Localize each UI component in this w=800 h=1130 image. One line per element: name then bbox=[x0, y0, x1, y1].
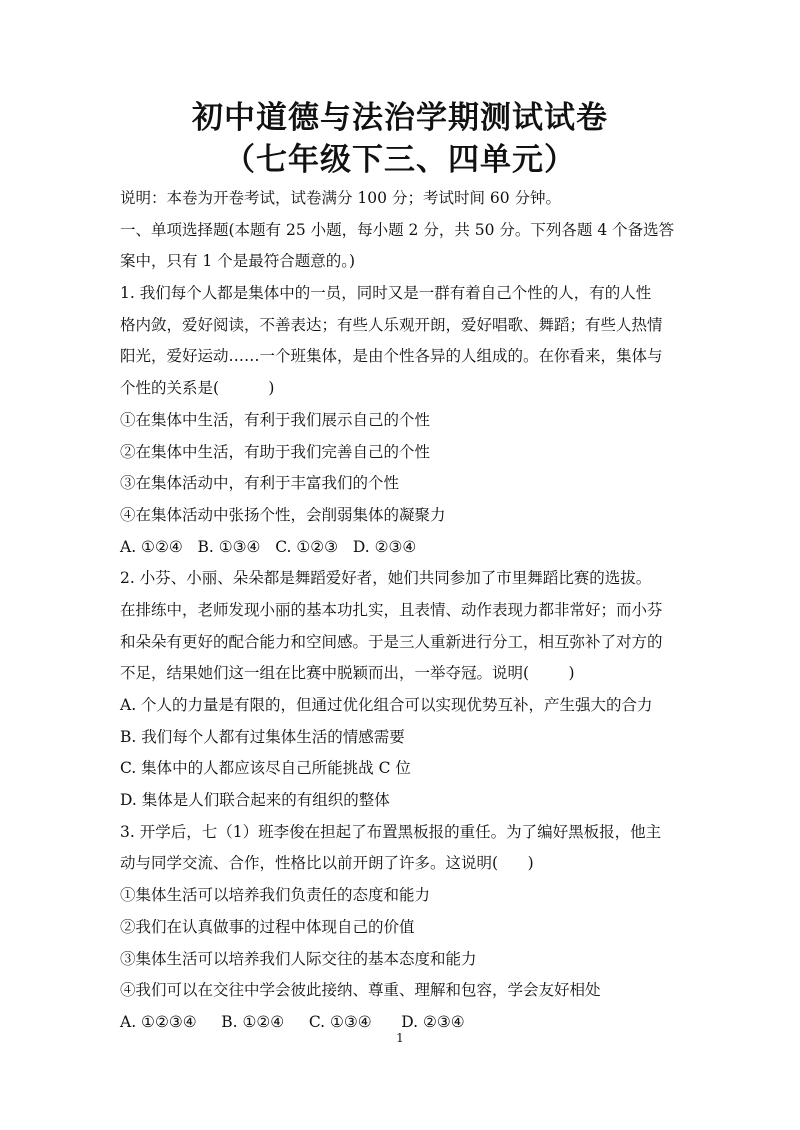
section-heading-line: 案中，只有 1 个是最符合题意的。) bbox=[120, 252, 356, 271]
exam-body bbox=[120, 183, 690, 1039]
question-1-text-line: 阳光，爱好运动……一个班集体，是由个性各异的人组成的。在你看来，集体与 bbox=[120, 347, 663, 366]
question-1-text-line: 个性的关系是( ) bbox=[120, 379, 275, 398]
exam-subtitle: （七年级下三、四单元） bbox=[224, 142, 576, 178]
question-1-statement: ①在集体中生活，有利于我们展示自己的个性 bbox=[120, 410, 431, 429]
question-3-statement: ①集体生活可以培养我们负责任的态度和能力 bbox=[120, 886, 431, 905]
question-1-statement: ③在集体活动中，有利于丰富我们的个性 bbox=[120, 474, 400, 493]
question-3-options: A. ①②③④ B. ①②④ C. ①③④ D. ②③④ bbox=[120, 1012, 465, 1031]
question-2-text-line: 不足，结果她们这一组在比赛中脱颖而出，一举夺冠。说明( ) bbox=[120, 664, 575, 683]
question-2-text-line: 在排练中，老师发现小丽的基本功扎实，且表情、动作表现力都非常好；而小芬 bbox=[120, 600, 663, 619]
question-2-text-line: 和朵朵有更好的配合能力和空间感。于是三人重新进行分工，相互弥补了对方的 bbox=[120, 632, 663, 651]
question-2-text-line: 2. 小芬、小丽、朵朵都是舞蹈爱好者，她们共同参加了市里舞蹈比赛的选拔。 bbox=[120, 569, 652, 588]
question-2-option: A. 个人的力量是有限的，但通过优化组合可以实现优势互补，产生强大的合力 bbox=[120, 696, 653, 714]
question-1-text-line: 1. 我们每个人都是集体中的一员，同时又是一群有着自己个性的人，有的人性 bbox=[120, 284, 652, 303]
question-3-text-line: 动与同学交流、合作，性格比以前开朗了许多。这说明( ) bbox=[120, 854, 534, 873]
exam-title: 初中道德与法治学期测试试卷 bbox=[192, 100, 608, 136]
question-2-option: C. 集体中的人都应该尽自己所能挑战 C 位 bbox=[120, 759, 411, 778]
question-2-option: D. 集体是人们联合起来的有组织的整体 bbox=[120, 791, 390, 810]
section-heading-line: 一、单项选择题(本题有 25 小题，每小题 2 分，共 50 分。下列各题 4 个备选答 bbox=[120, 220, 675, 239]
question-2-option: B. 我们每个人都有过集体生活的情感需要 bbox=[120, 727, 405, 746]
question-1-statement: ④在集体活动中张扬个性，会削弱集体的凝聚力 bbox=[120, 505, 446, 524]
page-number: 1 bbox=[396, 1031, 404, 1045]
instructions-line: 说明：本卷为开卷考试，试卷满分 100 分；考试时间 60 分钟。 bbox=[120, 189, 562, 207]
question-1-text-line: 格内敛，爱好阅读，不善表达；有些人乐观开朗，爱好唱歌、舞蹈；有些人热情 bbox=[120, 315, 663, 334]
question-3-statement: ③集体生活可以培养我们人际交往的基本态度和能力 bbox=[120, 949, 477, 968]
question-1-statement: ②在集体中生活，有助于我们完善自己的个性 bbox=[120, 442, 431, 461]
question-3-statement: ②我们在认真做事的过程中体现自己的价值 bbox=[120, 917, 415, 936]
question-3-text-line: 3. 开学后，七（1）班李俊在担起了布置黑板报的重任。为了编好黑板报，他主 bbox=[120, 822, 662, 841]
question-3-statement: ④我们可以在交往中学会彼此接纳、尊重、理解和包容，学会友好相处 bbox=[120, 981, 601, 1000]
question-1-options: A. ①②④ B. ①③④ C. ①②③ D. ②③④ bbox=[120, 537, 417, 556]
